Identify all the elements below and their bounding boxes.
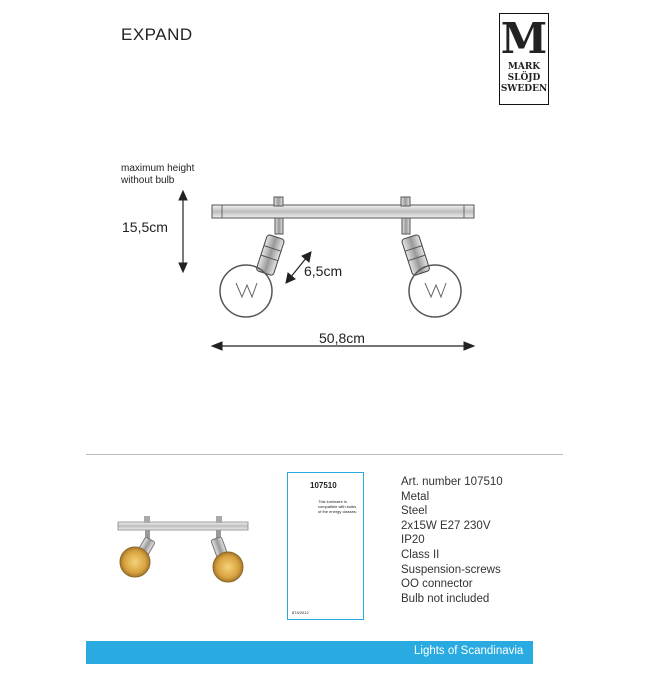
energy-label: [287, 472, 364, 620]
spec-ip-rating: IP20: [401, 534, 425, 547]
product-title: EXPAND: [121, 25, 193, 44]
width-label: 50,8cm: [319, 330, 365, 346]
height-note: [121, 163, 194, 187]
height-note-line-2: without bulb: [121, 175, 175, 186]
section-divider: [86, 454, 563, 455]
logo-line-1: MARK: [507, 62, 541, 72]
energy-class: A+: [293, 527, 300, 533]
spec-wattage: 2x15W E27 230V: [401, 519, 491, 532]
footer-text: Lights of Scandinavia: [414, 645, 524, 657]
logo-line-3: SWEDEN: [500, 84, 548, 94]
height-note-line-1: maximum height: [121, 163, 195, 174]
footer-bar: [86, 641, 533, 664]
depth-label: 6,5cm: [304, 263, 343, 279]
energy-class: D: [293, 559, 297, 565]
spec-connector: OO connector: [401, 578, 473, 591]
energy-class: B: [293, 543, 297, 549]
height-arrow: [179, 191, 187, 272]
spec-material-2: Steel: [401, 505, 428, 518]
energy-class: C: [293, 551, 297, 557]
energy-class: A++: [293, 519, 303, 525]
spot-left: [220, 218, 285, 317]
lamp-bar: [212, 197, 474, 218]
spec-bulb-note: Bulb not included: [401, 592, 490, 605]
energy-class: A: [293, 535, 297, 541]
logo-mark: M: [500, 14, 548, 63]
spec-mounting: Suspension-screws: [401, 563, 501, 576]
energy-label-regulation: 874/2012: [292, 610, 309, 615]
spec-list: [401, 475, 503, 606]
product-photo: [118, 516, 248, 582]
spec-class: Class II: [401, 548, 440, 561]
energy-label-article: 107510: [310, 481, 337, 490]
spec-material: Metal: [401, 490, 430, 503]
spot-right: [401, 218, 461, 317]
spec-article-number: Art. number 107510: [401, 476, 503, 488]
logo-line-2: SLÖJD: [507, 73, 541, 83]
energy-class: E: [293, 567, 297, 573]
energy-label-text: This luminaire is compatible with bulbs of the energy classes:: [318, 499, 357, 514]
height-label: 15,5cm: [122, 219, 168, 235]
